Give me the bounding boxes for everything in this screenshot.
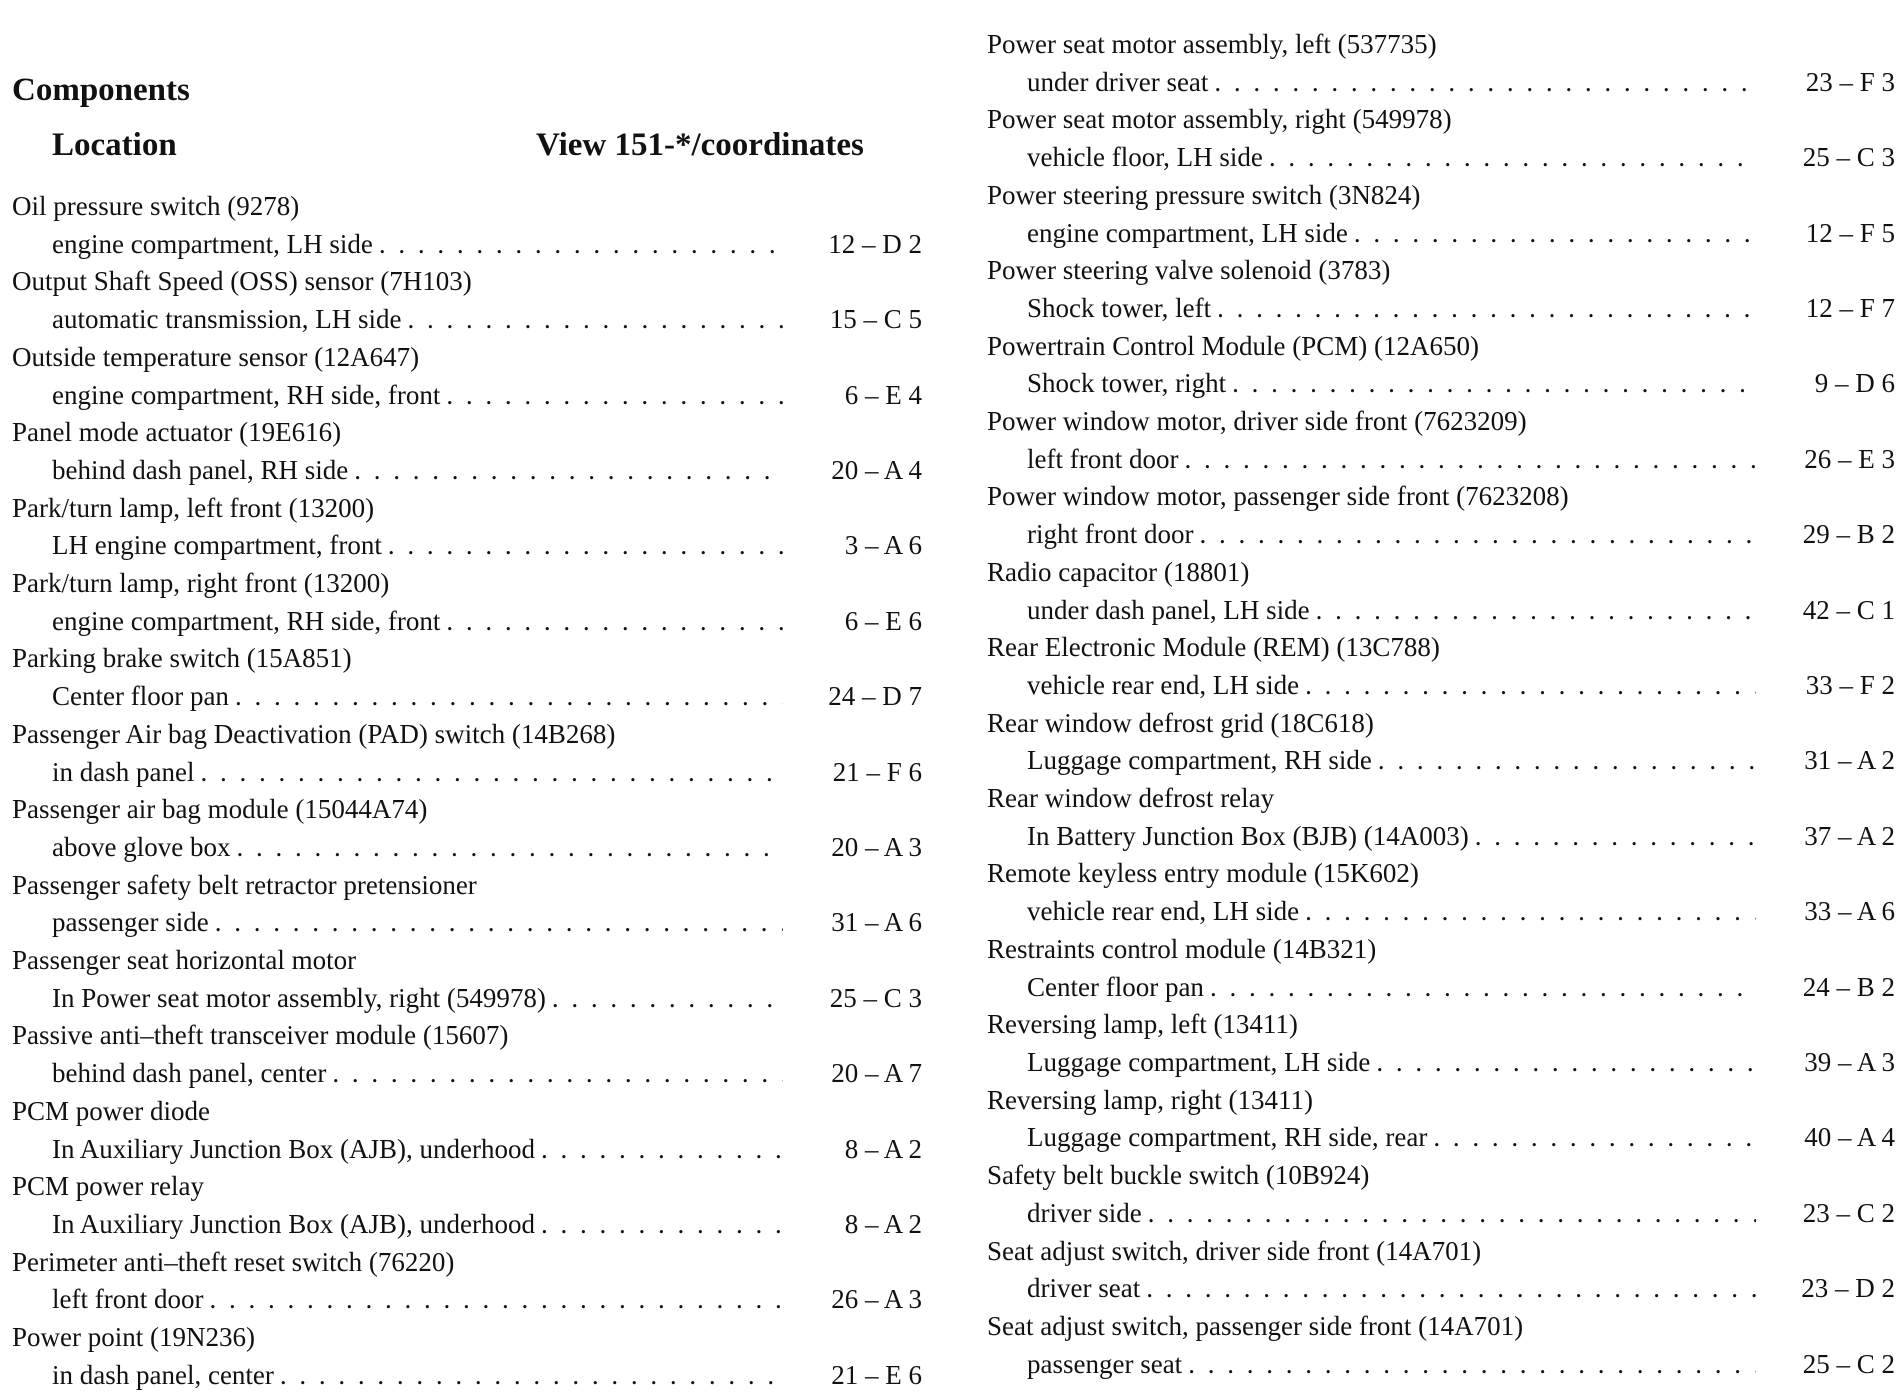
component-name: Passenger air bag module (15044A74)	[12, 794, 428, 825]
component-location-line	[987, 441, 1895, 479]
component-location: above glove box	[52, 831, 231, 862]
component-entry	[12, 1093, 922, 1168]
component-location: right front door	[1027, 519, 1194, 550]
component-entry	[12, 1017, 922, 1092]
component-entry	[987, 855, 1895, 930]
component-location-line	[987, 893, 1895, 931]
component-entry	[12, 263, 922, 338]
view-coordinate: 33 – F 2	[1805, 669, 1895, 700]
dot-leader	[541, 1206, 783, 1244]
dot-leader	[1269, 139, 1756, 177]
component-location: vehicle rear end, LH side	[1027, 669, 1300, 700]
dot-leader	[235, 678, 783, 716]
component-location: in dash panel, center	[52, 1359, 274, 1390]
dot-leader	[1378, 742, 1756, 780]
component-entry	[987, 629, 1895, 704]
dot-leader	[1148, 1195, 1756, 1233]
component-location-line	[12, 452, 922, 490]
dot-leader	[209, 1281, 783, 1319]
dot-leader	[332, 1055, 783, 1093]
view-coordinate: 12 – D 2	[828, 228, 922, 259]
component-entry	[987, 478, 1895, 553]
component-location: In Power seat motor assembly, right (549978)	[52, 982, 546, 1013]
component-entry	[12, 1319, 922, 1394]
component-location: vehicle rear end, LH side	[1027, 896, 1300, 927]
view-coordinate: 42 – C 1	[1802, 594, 1895, 625]
component-location: passenger seat	[1027, 1348, 1183, 1379]
dot-leader	[541, 1131, 783, 1169]
component-name: Parking brake switch (15A851)	[12, 643, 352, 674]
component-location-line	[987, 139, 1895, 177]
dot-leader	[1316, 592, 1756, 630]
dot-leader	[1475, 818, 1756, 856]
component-location: driver seat	[1027, 1273, 1141, 1304]
component-location: In Auxiliary Junction Box (AJB), underhood	[52, 1133, 535, 1164]
component-name: Seat adjust switch, passenger side front (14A701)	[987, 1310, 1524, 1341]
component-name: Power seat motor assembly, left (537735)	[987, 29, 1437, 59]
view-coordinate: 6 – E 4	[844, 379, 922, 410]
dot-leader	[388, 527, 783, 565]
dot-leader	[1210, 969, 1756, 1007]
component-location-line	[987, 1270, 1895, 1308]
view-coordinate: 23 – F 3	[1805, 66, 1895, 97]
component-location-line	[12, 980, 922, 1018]
component-location-line	[987, 742, 1895, 780]
component-entry	[987, 705, 1895, 780]
component-location-line	[987, 592, 1895, 630]
component-name: Passive anti–theft transceiver module (15607)	[12, 1020, 509, 1051]
view-coordinate: 26 – A 3	[831, 1284, 922, 1315]
dot-leader	[215, 904, 783, 942]
component-entry	[12, 1168, 922, 1243]
location-column-header: Location	[52, 127, 177, 163]
component-name: Output Shaft Speed (OSS) sensor (7H103)	[12, 266, 472, 297]
component-entry	[987, 554, 1895, 629]
dot-leader	[407, 301, 783, 339]
component-location-line	[12, 527, 922, 565]
dot-leader	[552, 980, 783, 1018]
view-coordinate: 20 – A 4	[831, 454, 922, 485]
component-entry	[12, 640, 922, 715]
component-location-line	[987, 365, 1895, 403]
dot-leader	[1305, 667, 1756, 705]
component-entry	[987, 403, 1895, 478]
component-location: behind dash panel, center	[52, 1058, 327, 1089]
view-coordinate: 37 – A 2	[1804, 820, 1895, 851]
component-location: In Battery Junction Box (BJB) (14A003)	[1027, 820, 1469, 851]
component-name: Perimeter anti–theft reset switch (76220)	[12, 1246, 455, 1277]
component-entry	[987, 780, 1895, 855]
view-coordinate: 26 – E 3	[1804, 443, 1895, 474]
component-location: left front door	[1027, 443, 1179, 474]
view-coordinate: 24 – D 7	[828, 681, 922, 712]
component-name: Park/turn lamp, right front (13200)	[12, 568, 390, 599]
view-coordinate: 6 – E 6	[844, 605, 922, 636]
component-location: vehicle floor, LH side	[1027, 142, 1263, 173]
component-location-line	[12, 1357, 922, 1395]
component-entry	[987, 1308, 1895, 1383]
dot-leader	[1305, 893, 1756, 931]
component-location: LH engine compartment, front	[52, 530, 382, 561]
component-location-line	[987, 1044, 1895, 1082]
component-location: Shock tower, right	[1027, 368, 1227, 399]
component-location-line	[12, 1055, 922, 1093]
component-entry	[987, 1006, 1895, 1081]
component-name: Panel mode actuator (19E616)	[12, 417, 342, 448]
component-location: engine compartment, RH side, front	[52, 379, 441, 410]
view-coordinate: 15 – C 5	[829, 304, 922, 335]
component-name: Safety belt buckle switch (10B924)	[987, 1160, 1370, 1191]
component-entry	[987, 1157, 1895, 1232]
view-coordinate: 12 – F 5	[1805, 217, 1895, 248]
component-name: Remote keyless entry module (15K602)	[987, 858, 1419, 889]
view-coordinate: 3 – A 6	[844, 530, 922, 561]
component-entry	[12, 490, 922, 565]
dot-leader	[446, 603, 783, 641]
component-name: Passenger Air bag Deactivation (PAD) switch (14B268)	[12, 718, 616, 749]
component-location-line	[987, 215, 1895, 253]
component-entry	[12, 1244, 922, 1319]
component-location: Luggage compartment, RH side	[1027, 745, 1372, 776]
component-entry	[12, 188, 922, 263]
component-entry	[12, 942, 922, 1017]
component-location: engine compartment, LH side	[52, 228, 373, 259]
component-location: under dash panel, LH side	[1027, 594, 1310, 625]
component-entry	[987, 177, 1895, 252]
component-location-line	[12, 301, 922, 339]
view-coordinate: 23 – C 2	[1802, 1197, 1895, 1228]
view-coordinate: 21 – F 6	[832, 756, 922, 787]
view-coordinate: 20 – A 7	[831, 1058, 922, 1089]
component-location: Center floor pan	[1027, 971, 1204, 1002]
component-entry	[987, 328, 1895, 403]
component-location: passenger side	[52, 907, 209, 938]
component-entry	[12, 565, 922, 640]
component-location-line	[987, 290, 1895, 328]
component-name: Seat adjust switch, driver side front (14A701)	[987, 1235, 1482, 1266]
component-location: automatic transmission, LH side	[52, 304, 402, 335]
component-entry	[987, 26, 1895, 101]
component-name: PCM power relay	[12, 1171, 204, 1202]
component-name: Power steering pressure switch (3N824)	[987, 179, 1421, 210]
component-name: Oil pressure switch (9278)	[12, 191, 300, 221]
view-coordinate: 24 – B 2	[1802, 971, 1895, 1002]
dot-leader	[1214, 64, 1756, 102]
component-name: Outside temperature sensor (12A647)	[12, 341, 420, 372]
component-location-line	[987, 1346, 1895, 1384]
component-entry	[12, 867, 922, 942]
component-location-line	[987, 969, 1895, 1007]
component-name: Restraints control module (14B321)	[987, 933, 1377, 964]
component-location: Shock tower, left	[1027, 292, 1212, 323]
view-coordinate: 25 – C 2	[1802, 1348, 1895, 1379]
dot-leader	[1354, 215, 1756, 253]
component-location: left front door	[52, 1284, 204, 1315]
view-coordinate: 25 – C 3	[829, 982, 922, 1013]
view-coordinate: 8 – A 2	[844, 1208, 922, 1239]
component-location-line	[987, 516, 1895, 554]
view-coordinate: 23 – D 2	[1801, 1273, 1895, 1304]
component-location-line	[987, 1119, 1895, 1157]
dot-leader	[280, 1357, 783, 1395]
left-component-list	[12, 188, 922, 1395]
component-name: Power point (19N236)	[12, 1322, 255, 1353]
dot-leader	[1217, 290, 1756, 328]
component-entry	[12, 791, 922, 866]
component-entry	[987, 101, 1895, 176]
component-location: Luggage compartment, RH side, rear	[1027, 1122, 1428, 1153]
view-coordinate: 33 – A 6	[1804, 896, 1895, 927]
component-location-line	[12, 226, 922, 264]
view-coordinate: 12 – F 7	[1805, 292, 1895, 323]
component-name: Park/turn lamp, left front (13200)	[12, 492, 375, 523]
component-location: behind dash panel, RH side	[52, 454, 349, 485]
dot-leader	[236, 829, 783, 867]
component-location-line	[987, 667, 1895, 705]
component-location-line	[987, 818, 1895, 856]
component-location: engine compartment, RH side, front	[52, 605, 441, 636]
dot-leader	[200, 754, 783, 792]
component-entry	[987, 1082, 1895, 1157]
component-location: Center floor pan	[52, 681, 229, 712]
component-entry	[987, 252, 1895, 327]
component-location-line	[987, 1195, 1895, 1233]
component-name: Power window motor, driver side front (7623209)	[987, 406, 1527, 437]
component-location-line	[12, 904, 922, 942]
dot-leader	[1376, 1044, 1756, 1082]
dot-leader	[1188, 1346, 1756, 1384]
component-name: Power steering valve solenoid (3783)	[987, 255, 1391, 286]
dot-leader	[379, 226, 783, 264]
component-name: Passenger safety belt retractor pretensioner	[12, 869, 477, 900]
view-coordinate: 8 – A 2	[844, 1133, 922, 1164]
component-entry	[12, 339, 922, 414]
dot-leader	[354, 452, 783, 490]
component-location-line	[987, 64, 1895, 102]
component-name: Rear window defrost relay	[987, 783, 1275, 814]
view-coordinate: 9 – D 6	[1814, 368, 1895, 399]
component-name: Rear Electronic Module (REM) (13C788)	[987, 632, 1440, 663]
component-name: Passenger seat horizontal motor	[12, 945, 357, 976]
view-coordinate: 29 – B 2	[1802, 519, 1895, 550]
component-location: engine compartment, LH side	[1027, 217, 1348, 248]
component-name: Reversing lamp, left (13411)	[987, 1009, 1298, 1040]
dot-leader	[446, 377, 783, 415]
component-name: Radio capacitor (18801)	[987, 556, 1250, 587]
dot-leader	[1199, 516, 1756, 554]
component-location: Luggage compartment, LH side	[1027, 1046, 1371, 1077]
component-location: driver side	[1027, 1197, 1142, 1228]
component-name: Powertrain Control Module (PCM) (12A650)	[987, 330, 1479, 361]
page-heading: Components	[12, 72, 190, 108]
right-component-list	[987, 26, 1895, 1383]
view-coordinates-column-header: View 151-*/coordinates	[536, 127, 864, 163]
dot-leader	[1146, 1270, 1756, 1308]
dot-leader	[1184, 441, 1756, 479]
view-coordinate: 20 – A 3	[831, 831, 922, 862]
dot-leader	[1232, 365, 1756, 403]
view-coordinate: 31 – A 6	[831, 907, 922, 938]
component-name: Rear window defrost grid (18C618)	[987, 707, 1374, 738]
component-entry	[12, 716, 922, 791]
component-location-line	[12, 829, 922, 867]
component-location-line	[12, 603, 922, 641]
component-location-line	[12, 1131, 922, 1169]
component-location: In Auxiliary Junction Box (AJB), underhood	[52, 1208, 535, 1239]
component-location-line	[12, 754, 922, 792]
dot-leader	[1433, 1119, 1756, 1157]
component-entry	[987, 1233, 1895, 1308]
component-location-line	[12, 1206, 922, 1244]
component-name: Power window motor, passenger side front (7623208)	[987, 481, 1569, 512]
component-name: PCM power diode	[12, 1095, 210, 1126]
view-coordinate: 39 – A 3	[1804, 1046, 1895, 1077]
view-coordinate: 25 – C 3	[1802, 142, 1895, 173]
view-coordinate: 31 – A 2	[1804, 745, 1895, 776]
view-coordinate: 40 – A 4	[1804, 1122, 1895, 1153]
component-location: in dash panel	[52, 756, 195, 787]
component-location-line	[12, 377, 922, 415]
view-coordinate: 21 – E 6	[831, 1359, 922, 1390]
component-entry	[12, 414, 922, 489]
component-location-line	[12, 1281, 922, 1319]
component-entry	[987, 931, 1895, 1006]
component-location: under driver seat	[1027, 66, 1209, 97]
component-name: Power seat motor assembly, right (549978)	[987, 104, 1452, 135]
component-name: Reversing lamp, right (13411)	[987, 1084, 1313, 1115]
component-location-line	[12, 678, 922, 716]
